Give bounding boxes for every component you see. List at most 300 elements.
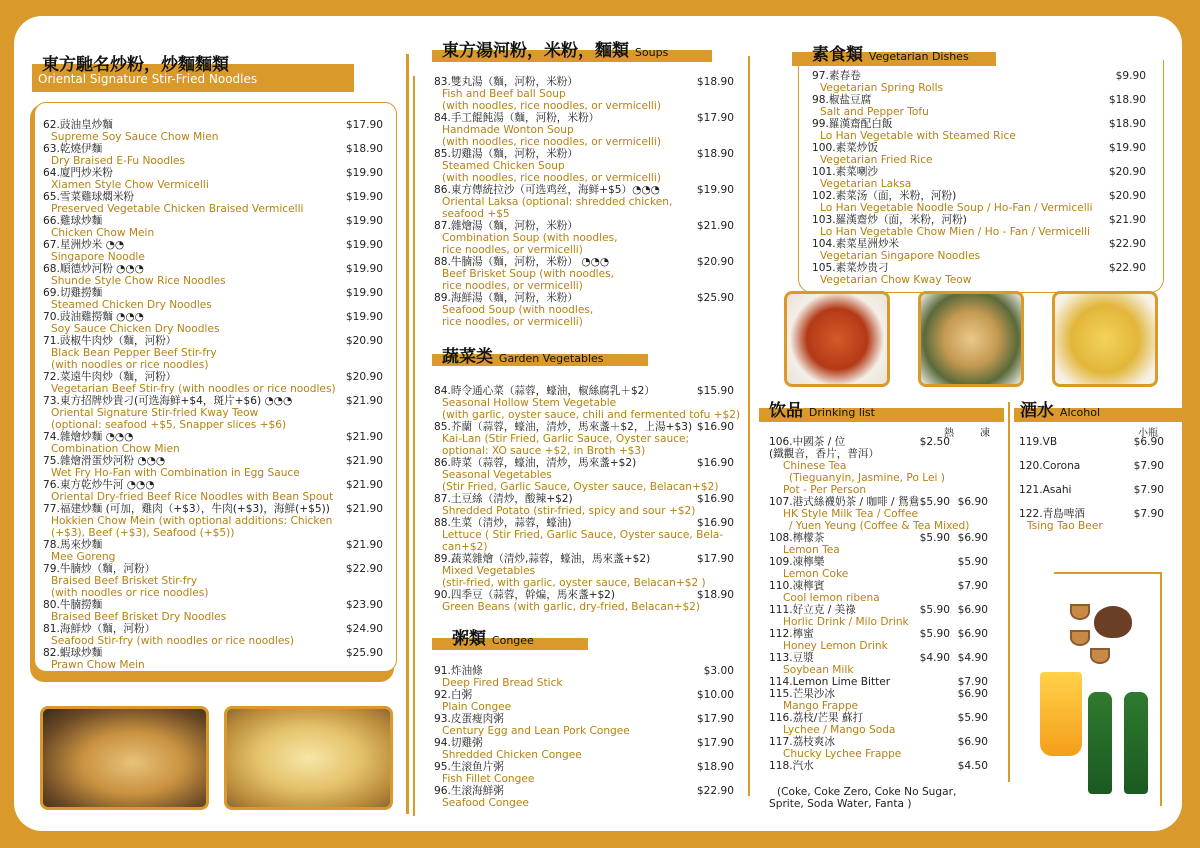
item-price: $19.90 [345, 167, 383, 179]
item-price: $3.00 [703, 665, 734, 677]
tofu-photo [784, 291, 890, 387]
item-name-cn: 88.生菜（清炒，蒜蓉，蠔油) [434, 517, 572, 529]
drink-item [769, 652, 1004, 676]
cold-price: $7.90 [957, 580, 988, 592]
item-name-en: Singapore Noodle [51, 251, 145, 263]
item-name-en: Supreme Soy Sauce Chow Mien [51, 131, 219, 143]
item-name-cn: 104.素菜星洲炒米 [812, 238, 900, 250]
item-name-en: Beef Brisket Soup (with noodles, [442, 268, 615, 280]
item-name-en: Oriental Dry-fried Beef Rice Noodles with Bean Spout [51, 491, 334, 503]
menu-item [43, 599, 383, 623]
menu-item [812, 94, 1146, 118]
item-name-en: Seasonal Vegetables [442, 469, 552, 481]
item-name-cn: 121.Asahi [1019, 484, 1072, 496]
item-name-en: Lemon Coke [783, 568, 849, 580]
item-price: $22.90 [345, 563, 383, 575]
menu-item [43, 647, 383, 671]
soups-section-header [432, 36, 712, 62]
congee-section-header [432, 624, 588, 650]
alcohol-section-header [1014, 396, 1182, 422]
item-name-cn: 65.雪菜雞球燜米粉 [43, 191, 135, 203]
hot-price: $5.90 [919, 628, 950, 640]
item-name-en: Vegetarian Fried Rice [820, 154, 933, 166]
noodles-list [34, 102, 397, 672]
item-price: $19.90 [345, 191, 383, 203]
item-name-en: Shredded Potato (stir-fried, spicy and sour +$2) [442, 505, 696, 517]
item-name-cn: 70.豉油雞撈麵 ◔◔◔ [43, 311, 144, 323]
drinks-list [769, 436, 1004, 772]
noodles-section-header [32, 52, 354, 92]
item-price: $22.90 [696, 785, 734, 797]
item-name-en: Kai-Lan (Stir Fried, Garlic Sauce, Oyster sauce; [442, 433, 690, 445]
item-name-cn: 101.素菜喇沙 [812, 166, 878, 178]
item-price: $22.90 [1108, 238, 1146, 250]
vegetables-section-header [432, 342, 648, 366]
menu-item [812, 214, 1146, 238]
vegetarian-title-en: Vegetarian Dishes [868, 50, 969, 63]
singapore-noodles-photo [1052, 291, 1158, 387]
item-name-en: Tsing Tao Beer [1027, 520, 1103, 532]
item-name-en: Vegetarian Singapore Noodles [820, 250, 981, 262]
item-name-cn-detail: (鐵觀音，香片，普洱） [769, 448, 880, 460]
item-name-cn: 103.羅漢齋炒（面，米粉，河粉) [812, 214, 967, 226]
item-price: $16.90 [696, 421, 734, 433]
menu-item [43, 479, 383, 503]
item-name-cn: 67.星洲炒米 ◔◔ [43, 239, 125, 251]
drink-item [769, 628, 1004, 652]
menu-item [434, 220, 734, 256]
item-name-cn: 83.雙丸湯（麵，河粉，米粉） [434, 76, 578, 88]
beer-bottle-image [1124, 692, 1148, 794]
item-price: $21.90 [345, 395, 383, 407]
cold-price: $5.90 [957, 556, 988, 568]
drink-item [769, 760, 1004, 772]
item-name-cn: 64.廈門炒米粉 [43, 167, 113, 179]
item-name-cn: 106.中國茶 / 位 [769, 436, 846, 448]
item-name-cn: 75.雜燴滑蛋炒河粉 ◔◔◔ [43, 455, 166, 467]
item-name-en-detail: (with noodles, rice noodles, or vermicelli) [442, 136, 661, 148]
item-price: $25.90 [345, 647, 383, 659]
item-price: $18.90 [696, 589, 734, 601]
soups-list [434, 76, 734, 328]
item-name-en: Fish and Beef ball Soup [442, 88, 566, 100]
tea-set-image [1066, 596, 1138, 666]
item-name-en-detail: (with garlic, oyster sauce, chili and fermented tofu +$2) [442, 409, 741, 421]
item-name-cn: 77.福建炒麵 (可加，雞肉（+$3），牛肉(+$3)，海鮮(+$5)) [43, 503, 330, 515]
item-name-en-detail: (optional: seafood +$5, Snapper slices +$6) [51, 419, 287, 431]
item-price: $19.90 [696, 184, 734, 196]
menu-item [812, 142, 1146, 166]
item-name-cn: 86.東方傳統拉沙（可选鸡丝，海鲜+$5）◔◔◔ [434, 184, 660, 196]
item-name-en-detail: rice noodles, or vermicelli) [442, 316, 583, 328]
item-price: $16.90 [696, 493, 734, 505]
menu-item [812, 118, 1146, 142]
item-name-cn: 111.好立克 / 美祿 [769, 604, 856, 616]
item-name-en: Cool lemon ribena [783, 592, 880, 604]
item-name-en-detail: (Stir Fried, Garlic Sauce, Oyster sauce, Belacan+$2) [442, 481, 719, 493]
beer-bottle-image [1088, 692, 1112, 794]
menu-item [434, 589, 734, 613]
menu-item [434, 785, 734, 809]
item-name-cn: 108.檸檬茶 [769, 532, 825, 544]
menu-item [43, 167, 383, 191]
item-name-en: Lemon Tea [783, 544, 840, 556]
alcohol-list [1019, 436, 1164, 544]
drink-item [769, 496, 1004, 532]
item-name-cn: 87.土豆絲（清炒，酸辣+$2) [434, 493, 573, 505]
item-name-en: Wet Fry Ho-Fan with Combination in Egg Sauce [51, 467, 300, 479]
drink-item [769, 580, 1004, 604]
hot-price: $5.90 [919, 496, 950, 508]
vegetables-title-en: Garden Vegetables [498, 352, 604, 365]
item-price: $18.90 [1108, 94, 1146, 106]
item-name-en-detail: can+$2) [442, 541, 488, 553]
item-name-en: Steamed Chicken Soup [442, 160, 565, 172]
item-name-en: Chicken Chow Mein [51, 227, 155, 239]
menu-item [1019, 508, 1164, 532]
item-name-en: Seafood Soup (with noodles, [442, 304, 594, 316]
cold-price: $6.90 [957, 628, 988, 640]
item-name-en: Plain Congee [442, 701, 512, 713]
congee-title-en: Congee [491, 634, 534, 647]
drink-item [769, 736, 1004, 760]
divider [1008, 402, 1010, 782]
small-bottle-header: 小瓶 [1138, 428, 1158, 439]
hot-price: $5.90 [919, 604, 950, 616]
drinks-title-en: Drinking list [808, 406, 875, 419]
item-price: $18.90 [696, 761, 734, 773]
menu-item [434, 761, 734, 785]
noodles-photo [224, 706, 393, 810]
menu-item [812, 190, 1146, 214]
item-name-cn: 76.東方乾炒牛河 ◔◔◔ [43, 479, 155, 491]
item-name-cn: 74.雜燴炒麵 ◔◔◔ [43, 431, 134, 443]
item-name-en: Salt and Pepper Tofu [820, 106, 929, 118]
item-name-en: Lo Han Vegetable with Steamed Rice [820, 130, 1016, 142]
menu-item [43, 431, 383, 455]
item-price: $24.90 [345, 623, 383, 635]
item-name-cn: 84.時令通心菜（蒜蓉，蠔油，椒絲腐乳＋$2） [434, 385, 656, 397]
menu-item [43, 311, 383, 335]
item-name-en: HK Style Milk Tea / Coffee [783, 508, 918, 520]
congee-list [434, 665, 734, 809]
item-price: $18.90 [696, 148, 734, 160]
item-name-cn: 119.VB [1019, 436, 1058, 448]
item-price: $6.90 [1133, 436, 1164, 448]
drink-item [769, 676, 1004, 688]
item-name-en: Seafood Stir-fry (with noodles or rice noodles) [51, 635, 295, 647]
item-price: $18.90 [345, 143, 383, 155]
drink-item [769, 532, 1004, 556]
menu-item [434, 493, 734, 517]
congee-title-cn: 粥類 [452, 629, 486, 649]
menu-item [434, 76, 734, 112]
item-price: $20.90 [696, 256, 734, 268]
item-name-cn: 71.豉椒牛肉炒（麵，河粉） [43, 335, 177, 347]
item-name-cn: 90.四季豆（蒜蓉，幹煸，馬來盞+$2) [434, 589, 616, 601]
menu-item [812, 262, 1146, 286]
cold-price: $6.90 [957, 604, 988, 616]
noodles-title-cn: 東方馳名炒粉，炒麵麵類 [42, 55, 229, 75]
soft-drink-note [769, 786, 956, 810]
item-name-cn: 82.蝦球炒麵 [43, 647, 103, 659]
item-name-cn: 99.羅漢齋配白飯 [812, 118, 893, 130]
item-price: $7.90 [1133, 508, 1164, 520]
vegetarian-title-cn: 素食類 [812, 45, 863, 65]
item-name-cn: 85.芥蘭（蒜蓉，蠔油，清炒，馬來盞＋$2，上湯+$3) [434, 421, 693, 433]
item-name-cn: 63.乾燒伊麵 [43, 143, 103, 155]
item-name-cn: 80.牛腩撈麵 [43, 599, 103, 611]
menu-item [812, 238, 1146, 262]
cold-price: $6.90 [957, 688, 988, 700]
item-price: $18.90 [696, 76, 734, 88]
item-name-cn: 92.白粥 [434, 689, 473, 701]
menu-item [434, 148, 734, 184]
menu-item [43, 119, 383, 143]
item-name-cn: 115.芒果沙冰 [769, 688, 835, 700]
item-name-en-detail: (with noodles or rice noodles) [51, 359, 209, 371]
item-name-cn: 116.荔枝/芒果 蘇打 [769, 712, 864, 724]
mango-drink-image [1040, 672, 1082, 756]
item-name-cn: 118.汽水 [769, 760, 814, 772]
menu-item [434, 256, 734, 292]
fried-noodles-photo [918, 291, 1024, 387]
item-name-en: Black Bean Pepper Beef Stir-fry [51, 347, 217, 359]
item-name-en: Lo Han Vegetable Noodle Soup / Ho-Fan / Vermicelli [820, 202, 1093, 214]
item-price: $25.90 [696, 292, 734, 304]
soups-title-cn: 東方湯河粉，米粉，麵類 [442, 41, 629, 61]
menu-item [1019, 484, 1164, 496]
item-price: $20.90 [1108, 190, 1146, 202]
item-name-en-detail: (+$3), Beef (+$3), Seafood (+$5)) [51, 527, 235, 539]
menu-item [434, 737, 734, 761]
item-name-en: Combination Soup (with noodles, [442, 232, 618, 244]
item-name-en-detail: Pot - Per Person [783, 484, 867, 496]
item-price: $7.90 [1133, 484, 1164, 496]
chow-mein-photo [40, 706, 209, 810]
item-name-en: Lo Han Vegetable Chow Mien / Ho - Fan / Vermicelli [820, 226, 1090, 238]
item-name-cn: 72.菜遠牛肉炒（麵，河粉） [43, 371, 177, 383]
item-name-cn: 86.時菜（蒜蓉，蠔油，清炒，馬來盞+$2) [434, 457, 637, 469]
menu-item [43, 623, 383, 647]
menu-item [434, 112, 734, 148]
vegetarian-list [812, 70, 1146, 286]
item-name-en: Dry Braised E-Fu Noodles [51, 155, 186, 167]
menu-item [434, 457, 734, 493]
item-price: $19.90 [345, 287, 383, 299]
item-price: $16.90 [696, 517, 734, 529]
cold-price: $4.50 [957, 760, 988, 772]
item-price: $18.90 [1108, 118, 1146, 130]
item-price: $10.00 [696, 689, 734, 701]
soups-title-en: Soups [634, 46, 669, 59]
item-name-en: Chucky Lychee Frappe [783, 748, 902, 760]
item-name-cn: 100.素菜炒饭 [812, 142, 878, 154]
item-price: $21.90 [345, 431, 383, 443]
item-name-cn: 110.凍檸賓 [769, 580, 825, 592]
divider [406, 54, 409, 814]
item-name-en: Steamed Chicken Dry Noodles [51, 299, 212, 311]
item-name-cn: 78.馬來炒麵 [43, 539, 103, 551]
menu-item [434, 553, 734, 589]
menu-item [43, 395, 383, 431]
menu-item [434, 184, 734, 220]
item-name-cn: 94.切雞粥 [434, 737, 483, 749]
item-price: $19.90 [345, 311, 383, 323]
menu-item [43, 191, 383, 215]
menu-item [43, 503, 383, 539]
menu-item [43, 215, 383, 239]
cold-price: $6.90 [957, 736, 988, 748]
item-name-en: Hokkien Chow Mein (with optional additions: Chicken [51, 515, 333, 527]
item-name-en: Combination Chow Mien [51, 443, 180, 455]
item-name-en-detail: (with noodles or rice noodles) [51, 587, 209, 599]
item-name-en: Preserved Vegetable Chicken Braised Vermicelli [51, 203, 304, 215]
item-name-en-detail: (stir-fried, with garlic, oyster sauce, Belacan+$2 ) [442, 577, 706, 589]
item-price: $19.90 [345, 239, 383, 251]
cold-price: $6.90 [957, 532, 988, 544]
menu-item [1019, 460, 1164, 472]
item-name-cn: 79.牛腩炒（麵，河粉） [43, 563, 156, 575]
item-name-cn: 122.青島啤酒 [1019, 508, 1085, 520]
item-name-cn: 114.Lemon Lime Bitter [769, 676, 891, 688]
alcohol-title-cn: 酒水 [1020, 401, 1054, 421]
menu-item [434, 689, 734, 713]
item-name-cn: 93.皮蛋瘦肉粥 [434, 713, 504, 725]
item-name-en: Braised Beef Brisket Stir-fry [51, 575, 198, 587]
menu-item [434, 665, 734, 689]
cold-price: $6.90 [957, 496, 988, 508]
item-price: $9.90 [1115, 70, 1146, 82]
menu-item [1019, 436, 1164, 448]
item-price: $17.90 [345, 119, 383, 131]
item-price: $19.90 [345, 263, 383, 275]
drink-item [769, 556, 1004, 580]
item-price: $22.90 [1108, 262, 1146, 274]
vegetables-title-cn: 蔬菜类 [442, 347, 493, 367]
item-name-en: Lettuce ( Stir Fried, Garlic Sauce, Oyster sauce, Bela- [442, 529, 724, 541]
item-name-cn: 95.生滚鱼片粥 [434, 761, 504, 773]
item-name-cn: 105.素菜炒贵刁 [812, 262, 889, 274]
item-name-cn: 107.港式絲襪奶茶 / 咖啡 / 鴛鴦 [769, 496, 920, 508]
item-name-en: Deep Fired Bread Stick [442, 677, 563, 689]
item-name-en: Vegetarian Beef Stir-fry (with noodles or rice noodles) [51, 383, 336, 395]
noodles-title-en: Oriental Signature Stir-Fried Noodles [38, 72, 258, 86]
menu-item [434, 292, 734, 328]
item-name-cn: 113.豆漿 [769, 652, 814, 664]
item-name-cn: 98.椒盐豆腐 [812, 94, 872, 106]
divider [748, 56, 750, 796]
item-name-en: Oriental Signature Stir-fried Kway Teow [51, 407, 259, 419]
item-name-cn: 120.Corona [1019, 460, 1081, 472]
item-name-en: Handmade Wonton Soup [442, 124, 574, 136]
item-name-en: Shunde Style Chow Rice Noodles [51, 275, 226, 287]
item-name-cn: 73.東方招牌炒貴刁(可选海鲜+$4，斑片+$6) ◔◔◔ [43, 395, 293, 407]
item-price: $21.90 [696, 220, 734, 232]
item-name-en: Xiamen Style Chow Vermicelli [51, 179, 209, 191]
item-price: $21.90 [345, 479, 383, 491]
menu-item [434, 385, 741, 421]
item-price: $21.90 [345, 539, 383, 551]
item-name-cn: 91.炸油條 [434, 665, 483, 677]
menu-item [434, 713, 734, 737]
drinks-section-header [759, 396, 1004, 422]
item-price: $17.90 [696, 713, 734, 725]
item-price: $20.90 [345, 371, 383, 383]
drink-item [769, 712, 1004, 736]
item-price: $17.90 [696, 553, 734, 565]
item-name-cn: 102.素菜汤（面，米粉，河粉) [812, 190, 957, 202]
item-name-cn: 84.手工餛飩湯（麵，河粉，米粉） [434, 112, 600, 124]
item-name-en-detail: (with noodles, rice noodles, or vermicelli) [442, 100, 661, 112]
item-name-en: Vegetarian Laksa [820, 178, 912, 190]
item-name-en: Soybean Milk [783, 664, 854, 676]
item-price: $21.90 [1108, 214, 1146, 226]
item-price: $21.90 [345, 455, 383, 467]
drink-item [769, 604, 1004, 628]
cold-price: $4.90 [957, 652, 988, 664]
item-price: $21.90 [345, 503, 383, 515]
alcohol-title-en: Alcohol [1059, 406, 1101, 419]
hot-price: $4.90 [919, 652, 950, 664]
drink-item [769, 688, 1004, 712]
item-name-cn: 89.海鮮湯（麵，河粉，米粉） [434, 292, 578, 304]
item-name-cn: 109.凍檸樂 [769, 556, 825, 568]
item-name-en: Mee Goreng [51, 551, 116, 563]
item-name-en-detail: seafood +$5 [442, 208, 510, 220]
item-name-en: Fish Fillet Congee [442, 773, 535, 785]
menu-item [434, 517, 734, 553]
item-name-cn: 68.順德炒河粉 ◔◔◔ [43, 263, 144, 275]
menu-item [43, 539, 383, 563]
item-name-en: Lychee / Mango Soda [783, 724, 896, 736]
drinks-title-cn: 饮品 [769, 401, 803, 421]
item-name-en: Seafood Congee [442, 797, 529, 809]
cold-price: $5.90 [957, 712, 988, 724]
item-name-cn: 97.素春卷 [812, 70, 861, 82]
item-name-en: Century Egg and Lean Pork Congee [442, 725, 630, 737]
item-name-cn: 66.雞球炒麵 [43, 215, 103, 227]
item-name-cn: 117.荔枝爽冰 [769, 736, 835, 748]
item-name-cn: 89.蔬菜雜燴（清炒,蒜蓉，蠔油，馬來盞+$2) [434, 553, 651, 565]
item-name-cn: 112.檸蜜 [769, 628, 814, 640]
item-name-cn: 87.雜燴湯（麵，河粉，米粉） [434, 220, 578, 232]
item-price: $19.90 [1108, 142, 1146, 154]
item-name-en: Seasonal Hollow Stem Vegetable [442, 397, 617, 409]
item-name-en: Horlic Drink / Milo Drink [783, 616, 909, 628]
menu-item [43, 455, 383, 479]
hot-col-header: 熱 [944, 428, 954, 439]
item-price: $17.90 [696, 737, 734, 749]
item-name-en: Braised Beef Brisket Dry Noodles [51, 611, 227, 623]
item-name-en: Mixed Vegetables [442, 565, 536, 577]
item-name-en: Vegetarian Chow Kway Teow [820, 274, 972, 286]
item-price: $23.90 [345, 599, 383, 611]
menu-item [43, 143, 383, 167]
item-price: $16.90 [696, 457, 734, 469]
item-name-en: Prawn Chow Mein [51, 659, 145, 671]
menu-item [43, 287, 383, 311]
item-price: $15.90 [696, 385, 734, 397]
item-name-cn: 81.海鮮炒（麵，河粉） [43, 623, 156, 635]
item-name-en: Mango Frappe [783, 700, 859, 712]
item-name-cn: 85.切雞湯（麵，河粉，米粉） [434, 148, 578, 160]
item-name-en: Oriental Laksa (optional: shredded chicken, [442, 196, 673, 208]
cold-price: $7.90 [957, 676, 988, 688]
item-price: $20.90 [345, 335, 383, 347]
menu-item [43, 239, 383, 263]
item-name-cn: 62.豉油皇炒麵 [43, 119, 113, 131]
